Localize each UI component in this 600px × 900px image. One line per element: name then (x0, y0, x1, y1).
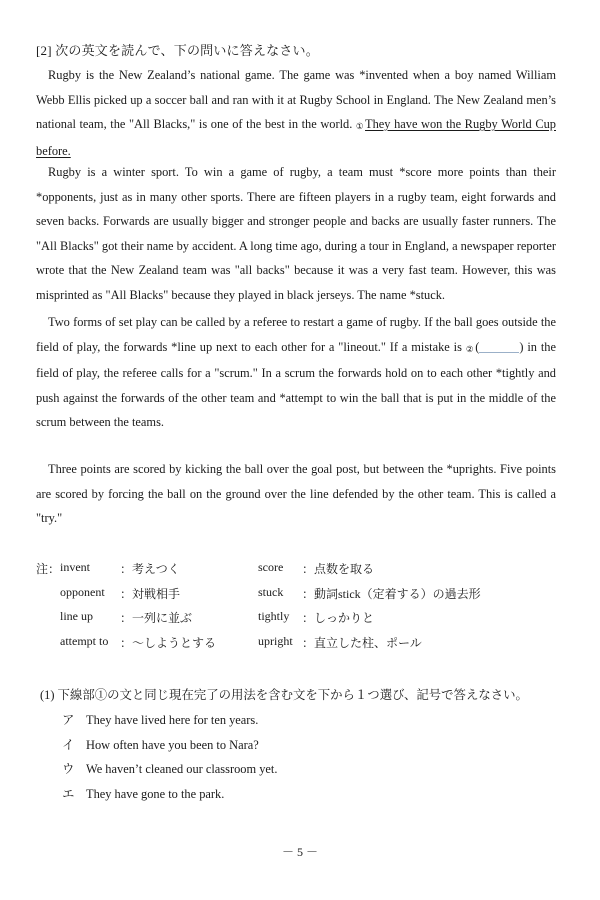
answer-blank (479, 340, 519, 353)
choice-letter: エ (62, 786, 75, 801)
choice-b (62, 735, 277, 760)
paragraph-2-text: Rugby is a winter sport. To win a game of rugby, a team must *score more points than their *opponents, just as in many other sports. There are fifteen players in a rugby team, eight forwards and seven backs. Forwards are usually bigger and stronger people and backs are usually faster runners. The "All Blacks" got their name by accident. A long time ago, during a tour in England, a newspaper reporter wrote that the New Zealand team was "all backs" because it was a very fast team. However, this was misprinted as "All Blacks" because they played in black jerseys. The name *stuck. (36, 165, 556, 302)
blank-open-paren: ( (475, 339, 480, 354)
paragraph-3-text-a: Two forms of set play can be called by a referee to restart a game of rugby. If the ball goes outside the field of play, the forwards *line up next to each other for a "lineout." If a mistake is (36, 315, 556, 354)
note-term: invent (60, 560, 90, 574)
choice-text: We haven’t cleaned our classroom yet. (86, 762, 278, 777)
note-term: attempt to (60, 633, 109, 648)
paragraph-1-text: Rugby is the New Zealand’s national game. The game was *invented when a boy named William Webb Ellis picked up a soccer ball and ran with it at Rugby School in England. The New Zealand men’s national team, the "All Blacks," is one of the best in the world. (36, 68, 556, 131)
question-1-prompt: (1) 下線部①の文と同じ現在完了の用法を含む文を下から１つ選び、記号で答えなさい。 (40, 688, 528, 702)
note-term: tightly (258, 609, 290, 623)
paragraph-3-text-b: in the field of play, the referee calls for a "scrum." In a scrum the forwards hold on to each other *tightly and push against the forwards of the other team and *attempt to win the ball that is put in the middle of the scrum between the teams. (36, 339, 556, 429)
note-definition: ：しっかりと (302, 611, 375, 625)
paragraph-4-text: Three points are scored by kicking the ball over the goal post, but between the *uprights. Five points are scored by forcing the ball on the ground over the line defended by the other team. This is called a "try." (36, 462, 556, 525)
note-definition: ：動詞stick（定着する）の過去形 (302, 586, 481, 601)
note-term: line up (60, 609, 93, 623)
choice-text: They have gone to the park. (86, 786, 225, 801)
choice-d (62, 784, 277, 809)
choice-letter: ウ (62, 762, 75, 777)
note-definition: ：～しようとする (120, 635, 217, 650)
choice-text: They have lived here for ten years. (86, 713, 259, 727)
answer-choices (62, 710, 277, 808)
blank-close-paren: ) (519, 339, 524, 354)
blank-marker-2: ② (465, 343, 475, 354)
note-definition: ：考えつく (120, 562, 180, 576)
note-term: score (258, 560, 284, 574)
notes-label: 注： (36, 562, 61, 576)
choice-c (62, 759, 277, 784)
section-heading: [2] 次の英文を読んで、下の問いに答えなさい。 (36, 43, 319, 58)
note-term: stuck (258, 584, 284, 599)
paragraph-1 (36, 63, 556, 163)
underline-marker-1: ① (355, 121, 365, 131)
paragraph-2 (36, 160, 556, 307)
paragraph-3 (36, 310, 556, 435)
page-number: － 5 － (281, 845, 318, 859)
underlined-sentence-1: They have won the Rugby World Cup before. (36, 117, 556, 158)
paragraph-4 (36, 457, 556, 531)
note-term: opponent (60, 584, 105, 599)
choice-letter: ア (62, 713, 75, 727)
choice-text: How often have you been to Nara? (86, 737, 259, 752)
note-definition: ：一列に並ぶ (120, 611, 193, 625)
note-definition: ：点数を取る (302, 562, 375, 576)
note-term: upright (258, 633, 293, 648)
note-definition: ：直立した柱、ポール (302, 635, 422, 650)
choice-letter: イ (62, 737, 75, 752)
note-definition: ：対戦相手 (120, 586, 181, 601)
choice-a (62, 710, 277, 735)
